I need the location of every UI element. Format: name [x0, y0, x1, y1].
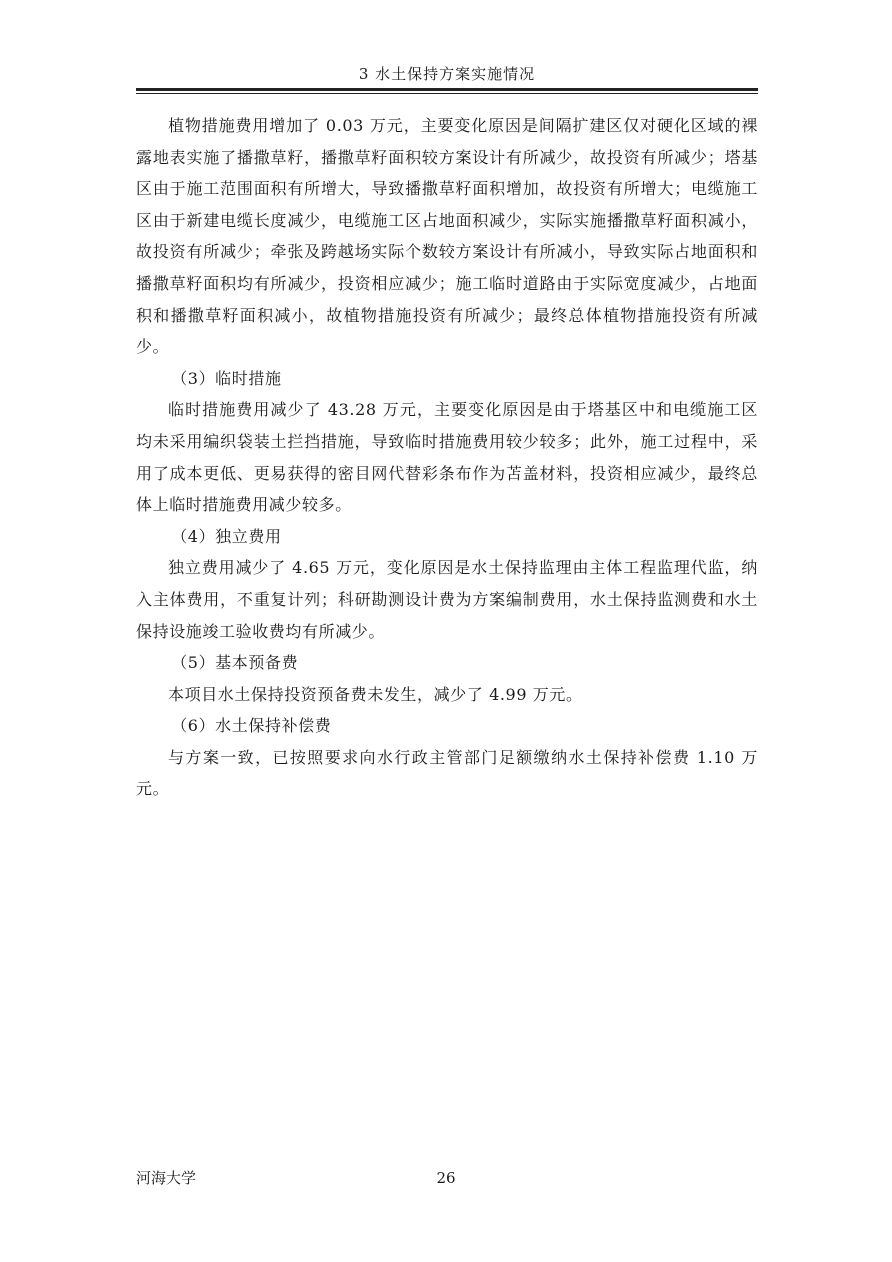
subheading-compensation-fee: （6）水土保持补偿费: [171, 716, 332, 736]
header-rule-thick: [136, 88, 758, 91]
subheading-basic-reserve: （5）基本预备费: [171, 653, 299, 673]
paragraph-independent-costs: 独立费用减少了 4.65 万元，变化原因是水土保持监理由主体工程监理代监，纳入主体费用，不重复计列；科研勘测设计费为方案编制费用，水土保持监测费和水土保持设施竣工验收费均有所减少。: [136, 558, 758, 641]
subheading-independent-costs: （4）独立费用: [171, 526, 282, 546]
header-rule-thin: [136, 93, 758, 94]
subheading-temporary-measures: （3）临时措施: [171, 368, 282, 388]
paragraph-temporary-measures: 临时措施费用减少了 43.28 万元，主要变化原因是由于塔基区中和电缆施工区均未采用编织袋装土拦挡措施，导致临时措施费用较少较多；此外，施工过程中，采用了成本更低、更易获得的密目网代替彩条布作为苫盖材料，投资相应减少，最终总体上临时措施费用减少较多。: [136, 400, 758, 515]
paragraph-basic-reserve: 本项目水土保持投资预备费未发生，减少了 4.99 万元。: [168, 684, 583, 704]
document-body: [136, 110, 758, 805]
footer-page-number: 26: [436, 1169, 456, 1187]
paragraph-plant-measures: 植物措施费用增加了 0.03 万元，主要变化原因是间隔扩建区仅对硬化区域的裸露地表实施了播撒草籽，播撒草籽面积较方案设计有所减少，故投资有所减少；塔基区由于施工范围面积有所增大，导致播撒草籽面积增加，故投资有所增大；电缆施工区由于新建电缆长度减少，电缆施工区占地面积减少，实际实施播撒草籽面积减小，故投资有所减少；牵张及跨越场实际个数较方案设计有所减小，导致实际占地面积和播撒草籽面积均有所减少，投资相应减少；施工临时道路由于实际宽度减少，占地面积和播撒草籽面积减小，故植物措施投资有所减少；最终总体植物措施投资有所减少。: [136, 116, 758, 357]
footer-institution: 河海大学: [136, 1169, 197, 1187]
paragraph-compensation-fee: 与方案一致，已按照要求向水行政主管部门足额缴纳水土保持补偿费 1.10 万元。: [136, 747, 758, 799]
running-header-title: 3 水土保持方案实施情况: [358, 65, 536, 83]
